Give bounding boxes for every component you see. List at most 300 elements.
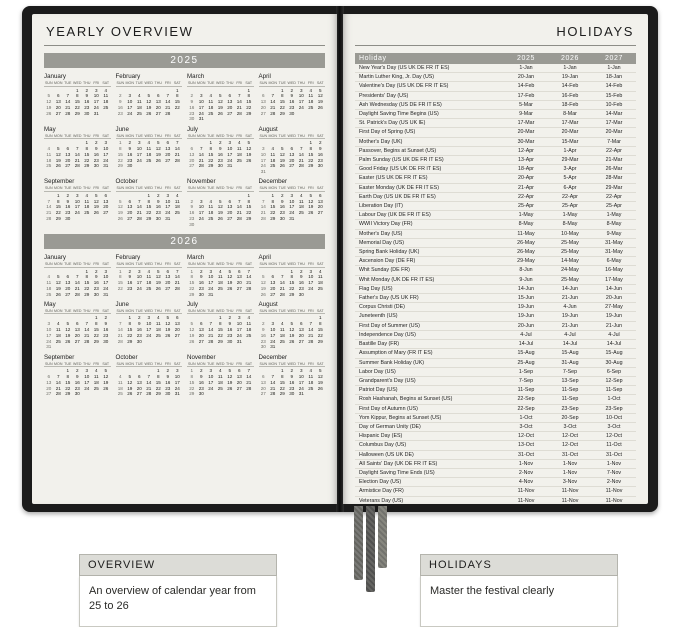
month-name: May <box>44 300 56 308</box>
month-2026-august <box>259 301 326 350</box>
table-row <box>355 119 636 128</box>
month-2025-april <box>259 73 326 122</box>
holiday-date-2027: 21-Jun <box>605 322 623 329</box>
day-grid: 1 2 3 4 5 6 7 8 9 10 11 12 13 14 15 16 17 18 19 20 21 22 23 24 25 26 27 28 29 30 31 <box>260 315 323 350</box>
holiday-date-2027: 21-Mar <box>605 157 623 164</box>
holiday-date-2027: 22-Apr <box>606 147 622 154</box>
holiday-date-2027: 18-Jan <box>605 74 623 81</box>
holiday-date-2026: 25-Apr <box>562 203 578 210</box>
month-2025-november <box>187 178 254 227</box>
weekday-header: SUN MON TUE WED THU FRI SAT <box>44 262 110 267</box>
month-name: December <box>258 353 288 361</box>
table-row <box>355 460 636 469</box>
holiday-date-2025: 31-Oct <box>518 451 534 458</box>
holiday-date-2025: 22-Sep <box>517 396 535 403</box>
holiday-date-2027: 15-Aug <box>605 350 623 357</box>
holiday-date-2027: 2-Nov <box>606 479 622 486</box>
month-name: August <box>258 300 278 308</box>
table-row <box>355 257 636 266</box>
holiday-date-2025: 11-Nov <box>517 488 535 495</box>
holiday-date-2027: 1-Oct <box>607 396 621 403</box>
day-grid: 1 2 3 4 5 6 7 8 9 10 11 12 13 14 15 16 17 18 19 20 21 22 23 24 25 26 27 28 29 30 31 <box>189 87 252 122</box>
holiday-date-2025: 29-May <box>517 258 535 265</box>
holiday-date-2027: 11-Oct <box>606 442 622 449</box>
weekday-header: SUN MON TUE WED THU FRI SAT <box>259 361 324 366</box>
weekday-header: SUN MON TUE WED THU FRI SAT <box>259 186 324 191</box>
weekday-header: SUN MON TUE WED THU FRI SAT <box>44 361 110 366</box>
day-grid: 1 2 3 4 5 6 7 8 9 10 11 12 13 14 15 16 17 18 19 20 21 22 23 24 25 26 27 28 29 30 31 <box>260 140 323 175</box>
table-row <box>355 469 636 478</box>
holiday-name: Whit Sunday (DE FR) <box>359 267 410 274</box>
holiday-date-2025: 7-Sep <box>518 377 534 384</box>
month-name: March <box>187 254 205 262</box>
holiday-name: Hispanic Day (ES) <box>359 433 403 440</box>
holiday-name: Palm Sunday (US UK DE FR IT ES) <box>359 157 444 164</box>
holiday-date-2025: 2-Nov <box>518 469 534 476</box>
month-2026-september <box>44 354 111 397</box>
day-grid: 1 2 3 4 5 6 7 8 9 10 11 12 13 14 15 16 17 18 19 20 21 22 23 24 25 26 27 28 29 30 <box>189 192 252 227</box>
holiday-name: Labour Day (UK DE FR IT ES) <box>359 212 431 219</box>
table-row <box>355 487 636 496</box>
page-title-holidays: HOLIDAYS <box>556 24 634 39</box>
table-row <box>355 220 636 229</box>
holiday-date-2026: 11-Nov <box>561 497 579 504</box>
months-grid-2026 <box>44 254 325 396</box>
holiday-name: Ascension Day (DE FR) <box>359 258 416 265</box>
holiday-date-2027: 17-May <box>605 276 623 283</box>
holiday-date-2027: 8-May <box>606 221 622 228</box>
month-2025-march <box>187 73 254 122</box>
holiday-name: All Saints' Day (UK DE FR IT ES) <box>359 460 438 467</box>
holiday-date-2027: 11-Nov <box>605 488 623 495</box>
day-grid: 1 2 3 4 5 6 7 8 9 10 11 12 13 14 15 16 17 18 19 20 21 22 23 24 25 26 27 28 29 30 31 <box>189 140 252 169</box>
holiday-date-2025: 18-Apr <box>518 166 534 173</box>
holiday-date-2026: 29-Mar <box>561 157 579 164</box>
day-grid: 1 2 3 4 5 6 7 8 9 10 11 12 13 14 15 16 17 18 19 20 21 22 23 24 25 26 27 28 29 30 31 <box>189 315 252 344</box>
holiday-date-2026: 7-Sep <box>562 368 578 375</box>
holiday-date-2026: 14-May <box>561 258 579 265</box>
day-grid: 1 2 3 4 5 6 7 8 9 10 11 12 13 14 15 16 17 18 19 20 21 22 23 24 25 26 27 28 29 30 31 <box>117 368 180 397</box>
holiday-name: Daylight Saving Time Ends (US) <box>359 469 435 476</box>
holiday-date-2025: 17-Feb <box>517 92 535 99</box>
table-row <box>355 377 636 386</box>
day-grid: 1 2 3 4 5 6 7 8 9 10 11 12 13 14 15 16 17 18 19 20 21 22 23 24 25 26 27 28 29 30 <box>46 192 109 222</box>
weekday-header: SUN MON TUE WED THU FRI SAT <box>187 308 253 313</box>
table-row <box>355 92 636 101</box>
holiday-date-2026: 31-Oct <box>562 451 578 458</box>
month-2025-august <box>259 126 326 175</box>
holiday-date-2026: 1-Jan <box>563 65 577 71</box>
month-2026-april <box>259 254 326 297</box>
holiday-date-2026: 14-Feb <box>561 83 579 90</box>
month-name: November <box>187 178 216 186</box>
table-row <box>355 174 636 183</box>
holiday-date-2026: 19-Jan <box>561 74 579 81</box>
bookmark-ribbon-2 <box>366 506 375 592</box>
holiday-date-2025: 21-Apr <box>518 184 534 191</box>
table-row <box>355 276 636 285</box>
weekday-header: SUN MON TUE WED THU FRI SAT <box>259 133 324 138</box>
holiday-date-2026: 20-Sep <box>561 414 579 421</box>
holiday-date-2025: 1-Jan <box>519 65 533 71</box>
holiday-date-2026: 22-Apr <box>562 193 578 200</box>
holiday-date-2025: 20-Mar <box>517 129 535 136</box>
month-name: May <box>44 125 56 133</box>
holiday-date-2025: 20-Jan <box>517 74 535 81</box>
holiday-date-2027: 27-May <box>605 304 623 311</box>
holiday-date-2025: 13-Oct <box>518 442 534 449</box>
table-row <box>355 202 636 211</box>
left-page <box>32 14 337 504</box>
weekday-header: SUN MON TUE WED THU FRI SAT <box>44 186 110 191</box>
holiday-name: First Day of Summer (US) <box>359 322 420 329</box>
holiday-date-2027: 7-Nov <box>606 469 622 476</box>
holiday-name: Martin Luther King, Jr. Day (US) <box>359 74 435 81</box>
holiday-date-2025: 20-Jun <box>517 322 535 329</box>
bookmark-ribbon-1 <box>354 506 363 580</box>
month-2026-january <box>44 254 111 297</box>
holiday-date-2026: 1-Nov <box>562 469 578 476</box>
holiday-date-2026: 6-Apr <box>563 184 577 191</box>
weekday-header: SUN MON TUE WED THU FRI SAT <box>116 361 181 366</box>
holiday-name: Patriot Day (US) <box>359 387 398 394</box>
day-grid: 1 2 3 4 5 6 7 8 9 10 11 12 13 14 15 16 17 18 19 20 21 22 23 24 25 26 27 28 <box>117 87 180 116</box>
holiday-name: Juneteenth (US) <box>359 313 398 320</box>
holiday-date-2025: 22-Apr <box>518 193 534 200</box>
day-grid: 1 2 3 4 5 6 7 8 9 10 11 12 13 14 15 16 17 18 19 20 21 22 23 24 25 26 27 28 29 30 31 <box>46 315 109 350</box>
day-grid: 1 2 3 4 5 6 7 8 9 10 11 12 13 14 15 16 17 18 19 20 21 22 23 24 25 26 27 28 29 30 31 <box>260 192 323 222</box>
holiday-date-2027: 16-May <box>605 267 623 274</box>
holiday-date-2026: 20-Mar <box>561 129 579 136</box>
holiday-name: Assumption of Mary (FR IT ES) <box>359 350 433 357</box>
table-row <box>355 478 636 487</box>
holiday-name: Columbus Day (US) <box>359 442 407 449</box>
holiday-date-2027: 28-Mar <box>605 175 623 182</box>
holiday-name: Passover, Begins at Sunset (US) <box>359 147 437 154</box>
holiday-date-2025: 12-Oct <box>518 433 534 440</box>
holiday-date-2026: 13-Sep <box>561 377 579 384</box>
holiday-name: Ash Wednesday (US DE FR IT ES) <box>359 101 442 108</box>
holiday-date-2025: 25-Apr <box>518 203 534 210</box>
column-header-2027: 2027 <box>605 55 623 62</box>
table-row <box>355 64 636 73</box>
day-grid: 1 2 3 4 5 6 7 8 9 10 11 12 13 14 15 16 17 18 19 20 21 22 23 24 25 26 27 28 29 30 31 <box>46 87 109 116</box>
month-name: April <box>258 73 271 80</box>
holiday-date-2025: 1-May <box>518 212 534 219</box>
weekday-header: SUN MON TUE WED THU FRI SAT <box>187 262 253 267</box>
table-row <box>355 266 636 275</box>
column-header-holiday: Holiday <box>359 55 387 62</box>
holiday-name: Independence Day (US) <box>359 331 416 338</box>
table-row <box>355 386 636 395</box>
table-row <box>355 497 636 504</box>
day-grid: 1 2 3 4 5 6 7 8 9 10 11 12 13 14 15 16 17 18 19 20 21 22 23 24 25 26 27 28 <box>117 268 180 291</box>
holiday-date-2026: 21-Jun <box>561 322 579 329</box>
month-2025-july <box>187 126 254 175</box>
table-row <box>355 340 636 349</box>
holiday-date-2025: 14-Jun <box>517 285 535 292</box>
holiday-name: Mother's Day (US) <box>359 230 403 237</box>
holiday-date-2026: 25-May <box>561 276 579 283</box>
holiday-date-2025: 3-Oct <box>519 423 533 430</box>
weekday-header: SUN MON TUE WED THU FRI SAT <box>187 133 253 138</box>
holiday-date-2025: 4-Nov <box>518 479 534 486</box>
title-divider-left <box>44 45 325 46</box>
table-row <box>355 248 636 257</box>
holiday-date-2026: 5-Apr <box>563 175 577 182</box>
holidays-table-header <box>355 53 636 64</box>
holiday-name: Earth Day (US UK DE FR IT ES) <box>359 193 436 200</box>
holiday-date-2026: 14-Jul <box>562 341 578 348</box>
weekday-header: SUN MON TUE WED THU FRI SAT <box>44 308 110 313</box>
day-grid: 1 2 3 4 5 6 7 8 9 10 11 12 13 14 15 16 17 18 19 20 21 22 23 24 25 26 27 28 29 30 <box>189 368 252 397</box>
table-row <box>355 239 636 248</box>
holiday-name: Yom Kippur, Begins at Sunset (US) <box>359 414 442 421</box>
holiday-date-2026: 4-Jun <box>563 304 577 311</box>
holiday-date-2027: 12-Sep <box>605 377 623 384</box>
day-grid: 1 2 3 4 5 6 7 8 9 10 11 12 13 14 15 16 17 18 19 20 21 22 23 24 25 26 27 28 29 30 31 <box>189 268 252 297</box>
holiday-date-2025: 14-Jul <box>518 341 534 348</box>
holiday-date-2026: 1-Nov <box>562 460 578 467</box>
holiday-date-2025: 30-Mar <box>517 138 535 145</box>
table-row <box>355 322 636 331</box>
holiday-name: WWII Victory Day (FR) <box>359 221 413 228</box>
table-row <box>355 285 636 294</box>
holiday-date-2026: 1-May <box>562 212 578 219</box>
holiday-date-2027: 31-May <box>605 239 623 246</box>
holiday-date-2025: 1-Oct <box>519 414 533 421</box>
month-name: October <box>115 353 138 361</box>
holiday-name: Grandparent's Day (US) <box>359 377 416 384</box>
holiday-date-2025: 1-Sep <box>518 368 534 375</box>
holidays-table <box>355 53 636 504</box>
holiday-date-2025: 11-Sep <box>517 387 535 394</box>
holiday-name: Election Day (US) <box>359 479 402 486</box>
holiday-date-2027: 30-Aug <box>605 359 623 366</box>
table-row <box>355 441 636 450</box>
holiday-date-2025: 15-Jun <box>517 295 535 302</box>
holiday-name: Veterans Day (US) <box>359 497 404 504</box>
holiday-name: Summer Bank Holiday (UK) <box>359 359 425 366</box>
holiday-date-2027: 25-Apr <box>606 203 622 210</box>
month-name: July <box>187 125 199 133</box>
holiday-date-2025: 8-Jun <box>519 267 533 274</box>
bookmark-ribbon-3 <box>378 506 387 568</box>
callout-holidays-text: Master the festival clearly <box>420 576 618 627</box>
holiday-date-2025: 25-Aug <box>517 359 535 366</box>
table-row <box>355 156 636 165</box>
holiday-name: Liberation Day (IT) <box>359 203 403 210</box>
table-row <box>355 165 636 174</box>
holiday-date-2026: 31-Aug <box>561 359 579 366</box>
table-row <box>355 101 636 110</box>
holiday-date-2027: 6-Sep <box>606 368 622 375</box>
holiday-name: Good Friday (US UK DE FR IT ES) <box>359 166 442 173</box>
holiday-date-2027: 4-Jul <box>608 331 620 338</box>
holiday-date-2026: 14-Jun <box>561 285 579 292</box>
callout-overview <box>79 554 277 627</box>
holiday-date-2027: 23-Sep <box>605 405 623 412</box>
holiday-date-2026: 3-Apr <box>563 166 577 173</box>
holiday-date-2027: 29-Mar <box>605 184 623 191</box>
holiday-date-2025: 1-Nov <box>518 460 534 467</box>
month-name: June <box>115 125 129 133</box>
table-row <box>355 128 636 137</box>
holiday-name: New Year's Day (US UK DE FR IT ES) <box>359 65 450 71</box>
holiday-date-2027: 6-May <box>606 258 622 265</box>
holiday-date-2026: 1-Apr <box>563 147 577 154</box>
weekday-header: SUN MON TUE WED THU FRI SAT <box>187 186 253 191</box>
month-2025-february <box>116 73 183 122</box>
holiday-date-2025: 12-Apr <box>518 147 534 154</box>
holiday-name: First Day of Spring (US) <box>359 129 416 136</box>
month-2025-june <box>116 126 183 175</box>
holiday-date-2025: 8-May <box>518 221 534 228</box>
day-grid: 1 2 3 4 5 6 7 8 9 10 11 12 13 14 15 16 17 18 19 20 21 22 23 24 25 26 27 28 29 30 <box>260 87 323 116</box>
table-row <box>355 331 636 340</box>
holiday-name: Presidents' Day (US) <box>359 92 409 99</box>
holiday-date-2027: 14-Jul <box>606 341 622 348</box>
holiday-date-2026: 19-Jun <box>561 313 579 320</box>
holiday-date-2027: 10-Feb <box>605 101 623 108</box>
holiday-date-2027: 12-Oct <box>606 433 622 440</box>
holiday-date-2026: 11-Sep <box>561 396 579 403</box>
table-row <box>355 414 636 423</box>
holiday-date-2027: 10-Oct <box>606 414 622 421</box>
holiday-date-2027: 3-Oct <box>607 423 621 430</box>
months-grid-2025 <box>44 73 325 227</box>
holiday-date-2027: 1-Jan <box>607 65 621 71</box>
table-row <box>355 312 636 321</box>
holiday-date-2027: 1-May <box>606 212 622 219</box>
holiday-date-2027: 14-Mar <box>605 111 623 118</box>
month-2026-november <box>187 354 254 397</box>
holiday-date-2027: 9-May <box>606 230 622 237</box>
holiday-date-2026: 11-Sep <box>561 387 579 394</box>
holiday-date-2025: 19-Jun <box>517 304 535 311</box>
weekday-header: SUN MON TUE WED THU FRI SAT <box>116 81 181 85</box>
table-row <box>355 368 636 377</box>
table-row <box>355 359 636 368</box>
day-grid: 1 2 3 4 5 6 7 8 9 10 11 12 13 14 15 16 17 18 19 20 21 22 23 24 25 26 27 28 29 30 31 <box>117 192 180 222</box>
weekday-header: SUN MON TUE WED THU FRI SAT <box>187 361 253 366</box>
table-row <box>355 110 636 119</box>
weekday-header: SUN MON TUE WED THU FRI SAT <box>116 308 181 313</box>
month-name: August <box>258 125 278 133</box>
holiday-date-2027: 22-Apr <box>606 193 622 200</box>
day-grid: 1 2 3 4 5 6 7 8 9 10 11 12 13 14 15 16 17 18 19 20 21 22 23 24 25 26 27 28 29 30 <box>117 140 180 169</box>
holiday-date-2025: 13-Apr <box>518 157 534 164</box>
column-header-2026: 2026 <box>561 55 579 62</box>
holiday-name: Labor Day (US) <box>359 368 396 375</box>
table-row <box>355 211 636 220</box>
table-row <box>355 294 636 303</box>
table-row <box>355 73 636 82</box>
day-grid: 1 2 3 4 5 6 7 8 9 10 11 12 13 14 15 16 17 18 19 20 21 22 23 24 25 26 27 28 29 30 31 <box>46 268 109 297</box>
holiday-date-2025: 17-Mar <box>517 120 535 127</box>
month-name: April <box>258 254 271 262</box>
table-row <box>355 451 636 460</box>
day-grid: 1 2 3 4 5 6 7 8 9 10 11 12 13 14 15 16 17 18 19 20 21 22 23 24 25 26 27 28 29 30 <box>46 368 109 397</box>
month-name: September <box>44 353 75 361</box>
holiday-date-2025: 9-Mar <box>519 111 533 118</box>
holiday-date-2026: 8-Mar <box>563 111 577 118</box>
month-name: September <box>44 178 75 186</box>
holiday-date-2027: 15-Feb <box>605 92 623 99</box>
month-2025-october <box>116 178 183 227</box>
holiday-name: Armistice Day (FR) <box>359 488 404 495</box>
day-grid: 1 2 3 4 5 6 7 8 9 10 11 12 13 14 15 16 17 18 19 20 21 22 23 24 25 26 27 28 29 30 31 <box>260 368 323 397</box>
holiday-name: Mother's Day (UK) <box>359 138 403 145</box>
holiday-name: Bastille Day (FR) <box>359 341 400 348</box>
holiday-name: Memorial Day (US) <box>359 239 405 246</box>
holiday-date-2026: 11-Nov <box>561 488 579 495</box>
month-name: July <box>187 300 199 308</box>
month-name: June <box>115 300 129 308</box>
holiday-name: Whit Monday (UK DE FR IT ES) <box>359 276 435 283</box>
table-row <box>355 193 636 202</box>
holiday-name: Spring Bank Holiday (UK) <box>359 249 420 256</box>
holiday-date-2026: 12-Oct <box>562 433 578 440</box>
weekday-header: SUN MON TUE WED THU FRI SAT <box>259 308 324 313</box>
holiday-date-2027: 14-Jun <box>605 285 623 292</box>
years-container <box>32 53 337 397</box>
month-2026-october <box>116 354 183 397</box>
holiday-date-2027: 20-Jun <box>605 295 623 302</box>
holiday-date-2026: 3-Oct <box>563 423 577 430</box>
holiday-date-2026: 21-Jun <box>561 295 579 302</box>
holiday-date-2027: 31-May <box>605 249 623 256</box>
callout-holidays <box>420 554 618 627</box>
holiday-date-2026: 23-Sep <box>561 405 579 412</box>
month-2025-may <box>44 126 111 175</box>
month-2026-december <box>259 354 326 397</box>
month-name: February <box>115 254 141 262</box>
month-name: December <box>258 178 288 186</box>
month-name: March <box>187 73 205 80</box>
month-name: January <box>44 73 67 80</box>
holiday-date-2026: 25-May <box>561 239 579 246</box>
holiday-date-2027: 17-Mar <box>605 120 623 127</box>
holiday-date-2027: 19-Jun <box>605 313 623 320</box>
day-grid: 1 2 3 4 5 6 7 8 9 10 11 12 13 14 15 16 17 18 19 20 21 22 23 24 25 26 27 28 29 30 <box>117 315 180 344</box>
holiday-date-2025: 11-May <box>517 230 535 237</box>
holiday-date-2026: 12-Oct <box>562 442 578 449</box>
holiday-date-2026: 15-Aug <box>561 350 579 357</box>
table-row <box>355 147 636 156</box>
month-name: January <box>44 254 67 262</box>
holiday-date-2027: 1-Nov <box>606 460 622 467</box>
holiday-date-2025: 22-Sep <box>517 405 535 412</box>
holiday-name: Rosh Hashanah, Begins at Sunset (US) <box>359 396 453 403</box>
holiday-name: Father's Day (US UK FR) <box>359 295 419 302</box>
weekday-header: SUN MON TUE WED THU FRI SAT <box>259 81 324 85</box>
holiday-date-2025: 4-Jul <box>520 331 532 338</box>
weekday-header: SUN MON TUE WED THU FRI SAT <box>116 262 181 267</box>
callout-overview-title: OVERVIEW <box>79 554 277 576</box>
table-row <box>355 405 636 414</box>
day-grid: 1 2 3 4 5 6 7 8 9 10 11 12 13 14 15 16 17 18 19 20 21 22 23 24 25 26 27 28 29 30 <box>260 268 323 297</box>
holiday-date-2025: 15-Aug <box>517 350 535 357</box>
holiday-date-2026: 15-Mar <box>561 138 579 145</box>
holiday-date-2026: 4-Jul <box>564 331 576 338</box>
holiday-date-2026: 25-May <box>561 249 579 256</box>
month-name: November <box>187 353 216 361</box>
column-header-2025: 2025 <box>517 55 535 62</box>
table-row <box>355 138 636 147</box>
holiday-date-2026: 10-May <box>561 230 579 237</box>
month-2025-september <box>44 178 111 227</box>
